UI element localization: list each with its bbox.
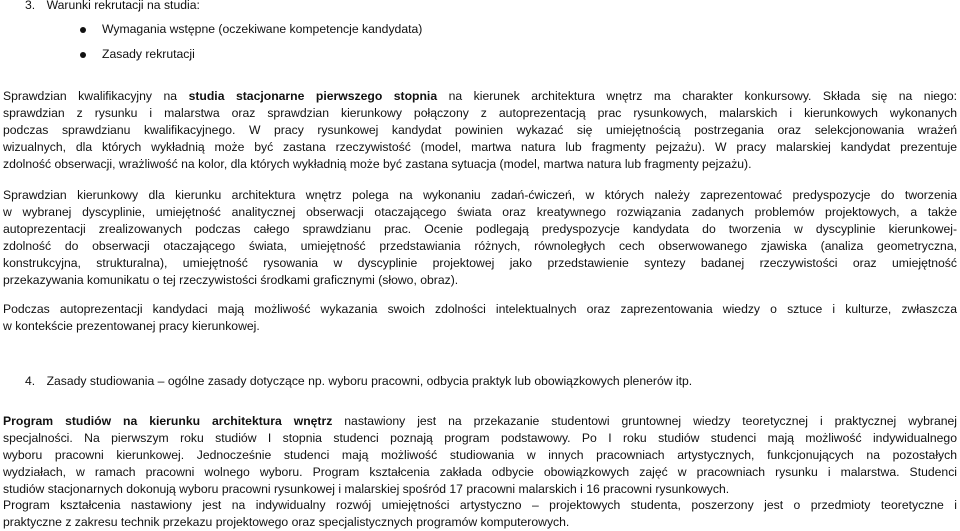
paragraph-line: wyboru pracowni kierunkowej. Jednocześnie studenci mają możliwość studiowania w innych pracowniach artystycznych, funkcjonujących na pozostałych (3, 448, 957, 462)
section-number: 4. (25, 374, 36, 388)
paragraph-line (3, 413, 957, 430)
section-text: Zasady studiowania – ogólne zasady dotyczące np. wyboru pracowni, odbycia praktyk lub obowiązkowych plenerów itp. (46, 374, 693, 388)
paragraph-line: wizualnych, dla których wykładnią może być zastana rzeczywistość (model, martwa natura lub fragmenty pejzażu). W pracy malarskiej kandydat prezentuje (3, 140, 957, 154)
paragraph-line: zdolność do obserwacji otaczającego świata, umiejętność przedstawiania różnych, równoległych cech obserwowanego zjawiska (analiza geometryczna, (3, 239, 957, 253)
paragraph-line: wydziałach, w ramach pracowni wolnego wyboru. Program kształcenia zakłada odbycie obowiązkowych zajęć w pracowniach rysunku i malarstwa. Studenci (3, 465, 957, 479)
bullet-item: Zasady rekrutacji (102, 47, 195, 61)
section-3-heading (25, 0, 960, 14)
paragraph-line: konstrukcyjna, strukturalna), umiejętność rysowania w dyscyplinie projektowej jako przedstawienie syntezy badanej rzeczywistości oraz umiejętność (3, 256, 957, 270)
bullet-marker (80, 52, 86, 58)
paragraph-line: podczas sprawdzianu kwalifikacyjnego. W pracy rysunkowej kandydat powinien wykazać się umiejętnością postrzegania oraz selekcjonowania wrażeń (3, 123, 957, 137)
paragraph-line: Sprawdzian kierunkowy dla kierunku architektura wnętrz polega na wykonaniu zadań-ćwiczeń, w których należy zaprezentować predyspozycje do tworzenia (3, 188, 957, 202)
paragraph-line: zdolność obserwacji, wrażliwość na kolor, dla których wykładnią może być zastana sytuacja (model, martwa natura lub fragmenty pejzażu). (3, 157, 752, 171)
paragraph-line: specjalności. Na pierwszym roku studiów I stopnia studenci poznają program podstawowy. Po I roku studiów studenci mają możliwość indywidualnego (3, 431, 957, 445)
bold-text-run: studia stacjonarne pierwszego stopnia (188, 89, 438, 103)
paragraph-line: Program kształcenia nastawiony jest na indywidualny rozwój umiejętności artystyczno – projektowych studenta, poszerzony jest o przedmioty teoretyczne i (3, 498, 957, 512)
paragraph-line: praktyczne z zakresu technik przekazu projektowego oraz specjalistycznych programów komputerowych. (3, 515, 570, 529)
paragraph-line: Podczas autoprezentacji kandydaci mają możliwość wykazania swoich zdolności intelektualnych oraz zaprezentowania wiedzy o sztuce i kulturze, zwłaszcza (3, 302, 957, 316)
bullet-item: Wymagania wstępne (oczekiwane kompetencje kandydata) (102, 22, 423, 36)
paragraph-line: przekazywania komunikatu o tej rzeczywistości środkami graficznymi (słowo, obraz). (3, 273, 459, 287)
paragraph-line: autoprezentacji zrealizowanych podczas całego sprawdzianu prac. Ocenie podlegają predyspozycje kandydata do tworzenia w dyscyplinie kierunkowej- (3, 222, 957, 236)
bullet-marker (80, 27, 86, 33)
section-number: 3. (25, 0, 36, 12)
section-title: Warunki rekrutacji na studia: (46, 0, 200, 12)
bold-text-run: Program studiów na kierunku architektura wnętrz (3, 414, 333, 428)
section-4-heading (25, 373, 960, 390)
paragraph-line: studiów stacjonarnych dokonują wyboru pracowni rysunkowej i malarskiej spośród 17 pracowni malarskich i 16 pracowni rysunkowych. (3, 482, 730, 496)
text-run: nastawiony jest na przekazanie studentowi gruntownej wiedzy teoretycznej i praktycznej wybranej (332, 414, 957, 428)
paragraph-line: w wybranej dyscyplinie, umiejętność analitycznej obserwacji otaczającego świata oraz kreatywnego rozwiązania zadanych problemów projektowych, a także (3, 205, 957, 219)
paragraph-line (3, 88, 957, 105)
text-run: na kierunek architektura wnętrz ma charakter konkursowy. Składa się na niego: (437, 89, 958, 103)
paragraph-line: w kontekście prezentowanej pracy kierunkowej. (3, 319, 260, 333)
paragraph-line: sprawdzian z rysunku i malarstwa oraz sprawdzian kierunkowy połączony z autoprezentacją prac rysunkowych, malarskich i kierunkowych wykonanych (3, 106, 957, 120)
text-run: Sprawdzian kwalifikacyjny na (3, 89, 189, 103)
